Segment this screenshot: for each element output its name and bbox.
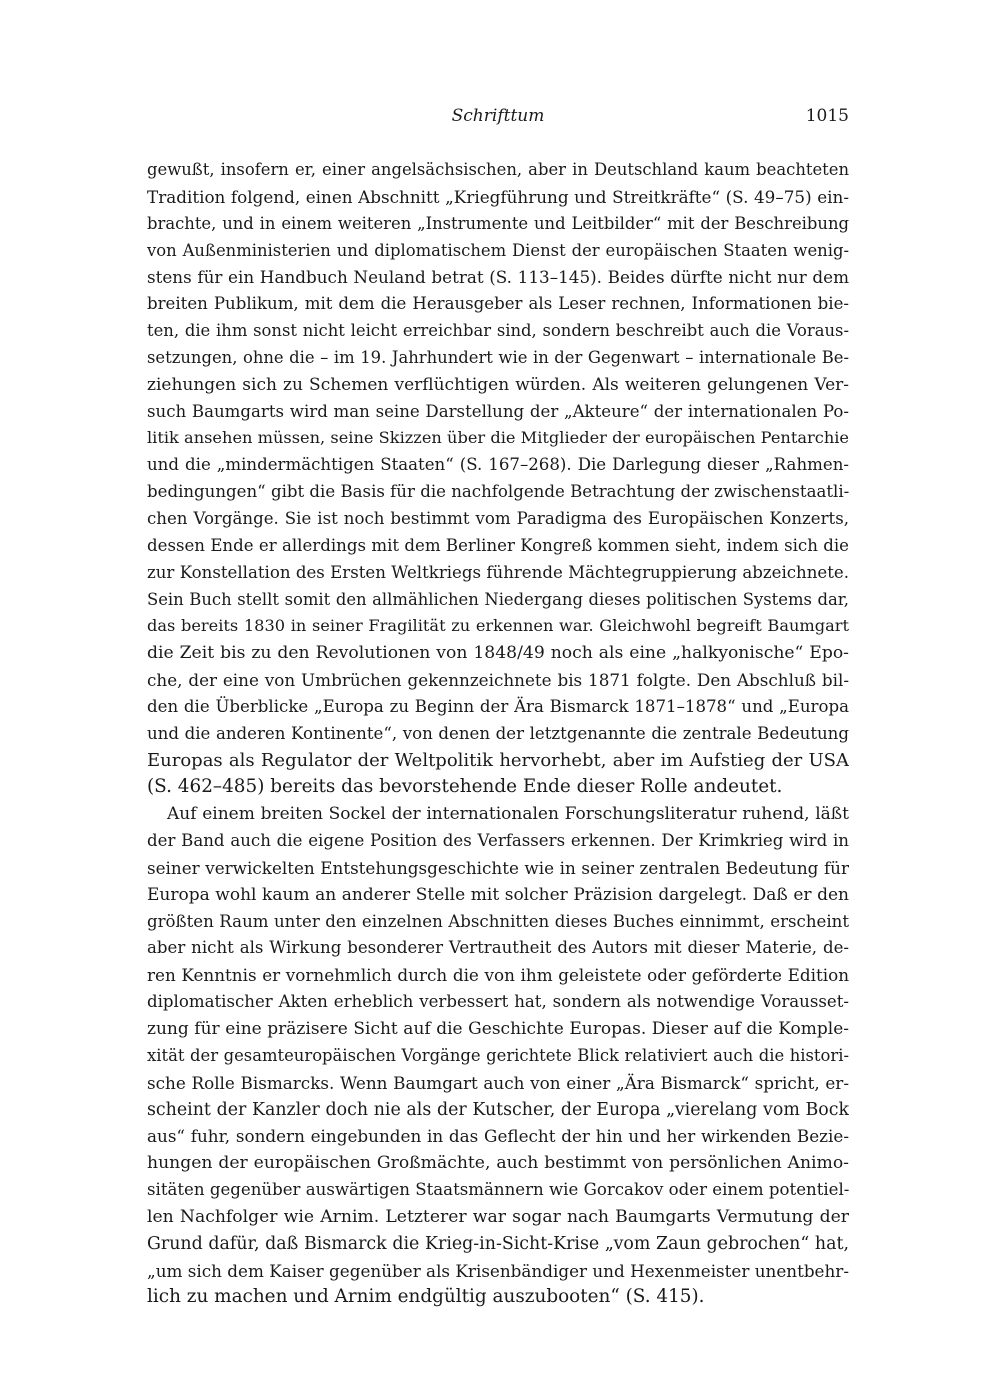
text-line: chen Vorgänge. Sie ist noch bestimmt vom Paradigma des Europäischen Konzerts, bbox=[147, 508, 849, 528]
text-line: von Außenministerien und diplomatischem Dienst der europäischen Staaten wenig- bbox=[147, 240, 849, 260]
text-line: Europa wohl kaum an anderer Stelle mit solcher Präzision dargelegt. Daß er den bbox=[147, 884, 849, 905]
text-line: breiten Publikum, mit dem die Herausgeber als Leser rechnen, Informationen bie- bbox=[147, 294, 849, 314]
text-line: len Nachfolger wie Arnim. Letzterer war sogar nach Baumgarts Vermutung der bbox=[147, 1206, 849, 1227]
text-line: Sein Buch stellt somit den allmählichen Niedergang dieses politischen Systems dar, bbox=[147, 589, 849, 609]
text-line: Grund dafür, daß Bismarck die Krieg-in-Sicht-Krise „vom Zaun gebrochen“ hat, bbox=[147, 1233, 849, 1254]
text-line: das bereits 1830 in seiner Fragilität zu erkennen war. Gleichwohl begreift Baumgart bbox=[147, 616, 849, 636]
text-line: setzungen, ohne die – im 19. Jahrhundert wie in der Gegenwart – internationale Be- bbox=[147, 347, 849, 367]
text-line: ziehungen sich zu Schemen verflüchtigen würden. Als weiteren gelungenen Ver- bbox=[147, 374, 849, 395]
text-line: sitäten gegenüber auswärtigen Staatsmännern wie Gorcakov oder einem potentiel- bbox=[147, 1180, 849, 1200]
text-line: aus“ fuhr, sondern eingebunden in das Geflecht der hin und her wirkenden Bezie- bbox=[147, 1126, 849, 1147]
text-line: gewußt, insofern er, einer angelsächsischen, aber in Deutschland kaum beachteten bbox=[147, 160, 849, 179]
text-line: der Band auch die eigene Position des Verfassers erkennen. Der Krimkrieg wird in bbox=[147, 831, 849, 851]
text-line: ren Kenntnis er vornehmlich durch die von ihm geleistete oder geförderte Edition bbox=[147, 965, 849, 986]
text-line: den die Überblicke „Europa zu Beginn der Ära Bismarck 1871–1878“ und „Europa bbox=[147, 696, 849, 716]
text-line: che, der eine von Umbrüchen gekennzeichnete bis 1871 folgte. Den Abschluß bil- bbox=[147, 670, 849, 691]
text-line: xität der gesamteuropäischen Vorgänge gerichtete Blick relativiert auch die histori- bbox=[147, 1045, 849, 1065]
text-line: Europas als Regulator der Weltpolitik hervorhebt, aber im Aufstieg der USA bbox=[147, 749, 849, 771]
paragraph-last-line: (S. 462–485) bereits das bevorstehende Ende dieser Rolle andeutet. bbox=[147, 776, 783, 798]
text-line: diplomatischer Akten erheblich verbessert hat, sondern als notwendige Vorausset- bbox=[147, 992, 849, 1012]
text-line: die Zeit bis zu den Revolutionen von 1848/49 noch als eine „halkyonische“ Epo- bbox=[147, 643, 849, 664]
text-line: bedingungen“ gibt die Basis für die nachfolgende Betrachtung der zwischenstaatli- bbox=[147, 482, 849, 502]
text-line: stens für ein Handbuch Neuland betrat (S. 113–145). Beides dürfte nicht nur dem bbox=[147, 267, 849, 288]
text-line: scheint der Kanzler doch nie als der Kutscher, der Europa „vierelang vom Bock bbox=[147, 1099, 849, 1120]
text-line: zur Konstellation des Ersten Weltkriegs führende Mächtegruppierung abzeichnete. bbox=[147, 562, 849, 582]
text-line: Tradition folgend, einen Abschnitt „Kriegführung und Streitkräfte“ (S. 49–75) ein- bbox=[147, 186, 849, 207]
text-line: hungen der europäischen Großmächte, auch bestimmt von persönlichen Animo- bbox=[147, 1153, 849, 1174]
text-line: und die anderen Kontinente“, von denen der letztgenannte die zentrale Bedeutung bbox=[147, 723, 849, 743]
text-line: litik ansehen müssen, seine Skizzen über die Mitglieder der europäischen Pentarchie bbox=[147, 428, 849, 448]
text-line: seiner verwickelten Entstehungsgeschichte wie in seiner zentralen Bedeutung für bbox=[147, 857, 849, 878]
page-number: 1015 bbox=[805, 106, 849, 126]
text-line: größten Raum unter den einzelnen Abschnitten dieses Buches einnimmt, erscheint bbox=[147, 911, 849, 931]
text-line: brachte, und in einem weiteren „Instrumente und Leitbilder“ mit der Beschreibung bbox=[147, 213, 849, 233]
text-line: sche Rolle Bismarcks. Wenn Baumgart auch von einer „Ära Bismarck“ spricht, er- bbox=[147, 1072, 849, 1093]
running-title: Schrifttum bbox=[451, 106, 545, 126]
text-line: ten, die ihm sonst nicht leicht erreichbar sind, sondern beschreibt auch die Voraus- bbox=[147, 321, 849, 341]
page-header bbox=[147, 106, 849, 134]
text-line: „um sich dem Kaiser gegenüber als Krisenbändiger und Hexenmeister unentbehr- bbox=[147, 1260, 849, 1281]
paragraph-last-line: lich zu machen und Arnim endgültig auszubooten“ (S. 415). bbox=[147, 1286, 705, 1308]
body-text bbox=[147, 157, 849, 1311]
text-line: zung für eine präzisere Sicht auf die Geschichte Europas. Dieser auf die Komple- bbox=[147, 1019, 849, 1039]
paragraph-first-line: Auf einem breiten Sockel der internationalen Forschungsliteratur ruhend, läßt bbox=[167, 804, 849, 825]
text-line: aber nicht als Wirkung besonderer Vertrautheit des Autors mit dieser Materie, de- bbox=[147, 938, 849, 958]
text-line: und die „mindermächtigen Staaten“ (S. 167–268). Die Darlegung dieser „Rahmen- bbox=[147, 455, 849, 475]
text-line: dessen Ende er allerdings mit dem Berliner Kongreß kommen sieht, indem sich die bbox=[147, 535, 849, 555]
text-line: such Baumgarts wird man seine Darstellung der „Akteure“ der internationalen Po- bbox=[147, 401, 849, 421]
